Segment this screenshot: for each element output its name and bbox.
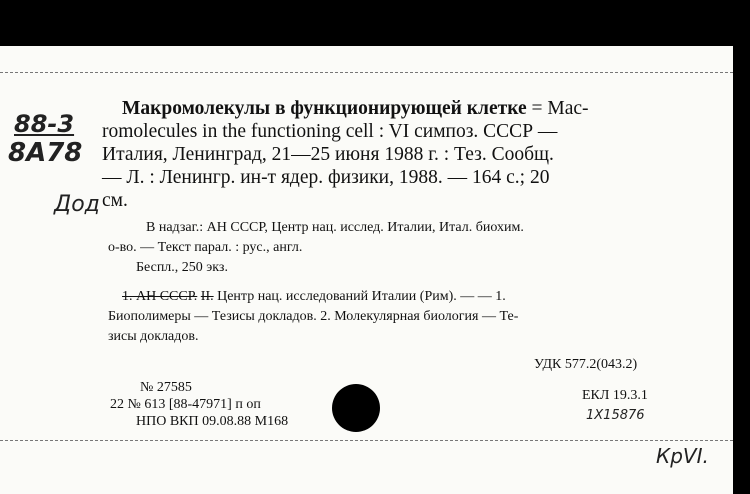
title-line-4: — Л. : Ленингр. ин-т ядер. физики, 1988. — 164 с.; 20 xyxy=(102,167,550,188)
tracings-line-2: Биополимеры — Тезисы докладов. 2. Молекулярная биология — Те- xyxy=(108,309,519,324)
shelfmark-bottom: 8A78 xyxy=(8,138,83,168)
catalog-card xyxy=(0,46,733,494)
udk: УДК 577.2(043.2) xyxy=(534,357,638,372)
notes-line-2: о-во. — Текст парал. : рус., англ. xyxy=(108,240,303,255)
title-line-1 xyxy=(122,98,589,120)
title-bold: Макромолекулы в функционирующей клетке xyxy=(122,98,527,119)
struck-tracing-2: II. xyxy=(200,289,214,304)
title-line-5: см. xyxy=(102,190,128,211)
corner-signature: КрVI. xyxy=(656,444,709,468)
tracings-rest: Центр нац. исследований Италии (Рим). — — 1. xyxy=(213,289,506,304)
title-line-3: Италия, Ленинград, 21—25 июня 1988 г. : Тез. Сообщ. xyxy=(102,144,554,165)
ekl: ЕКЛ 19.3.1 xyxy=(582,388,648,403)
footer-line-2: 22 № 613 [88-47971] п оп xyxy=(110,397,261,412)
tracings-line-1 xyxy=(122,289,506,305)
hand-number: 1Х15876 xyxy=(586,408,645,423)
title-line-2: romolecules in the functioning cell : VI симпоз. СССР — xyxy=(102,121,558,142)
footer-line-3: НПО ВКП 09.08.88 М168 xyxy=(136,414,289,429)
notes-line-1: В надзаг.: АН СССР, Центр нац. исслед. Италии, Итал. биохим. xyxy=(146,220,524,235)
tracings-line-3: зисы докладов. xyxy=(108,329,199,344)
margin-note: Дод xyxy=(54,192,100,217)
shelfmark-top: 88-3 xyxy=(14,110,75,138)
struck-tracing-1: 1. АН СССР. xyxy=(122,289,198,304)
bottom-dashed-rule xyxy=(0,440,733,441)
punch-hole xyxy=(332,384,380,432)
notes-line-3: Беспл., 250 экз. xyxy=(136,260,228,275)
title-rest: = Mac- xyxy=(526,98,589,119)
footer-number: № 27585 xyxy=(140,380,192,395)
top-dashed-rule xyxy=(0,72,733,73)
